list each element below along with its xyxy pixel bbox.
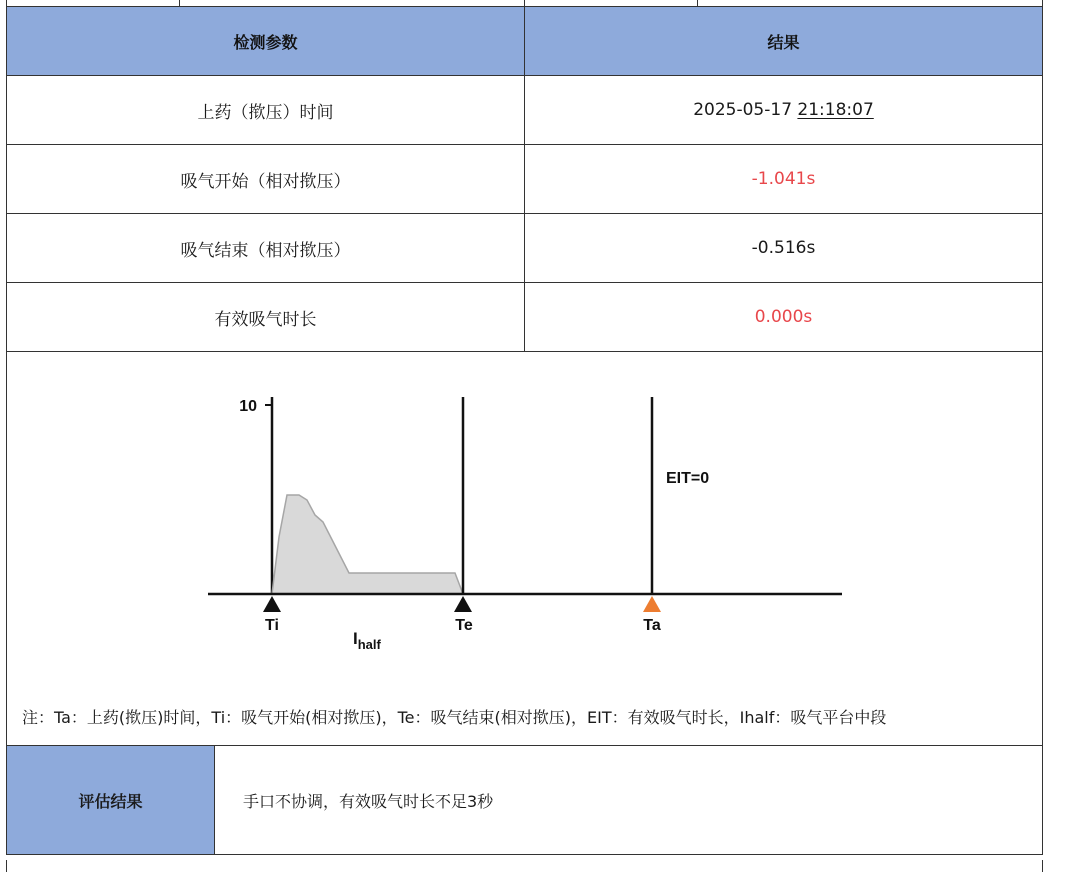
row-value xyxy=(525,76,1042,144)
row-label: 有效吸气时长 xyxy=(7,283,525,351)
ta-label: Ta xyxy=(643,617,661,634)
table-header xyxy=(7,7,1042,76)
table-row xyxy=(7,76,1042,145)
inhaler-report xyxy=(6,6,1043,855)
assessment-value: 手口不协调，有效吸气时长不足3秒 xyxy=(243,791,494,811)
inhalation-curve xyxy=(272,495,463,594)
row-value: -1.041s xyxy=(751,169,816,189)
ta-marker-icon xyxy=(643,596,661,612)
row-value: -0.516s xyxy=(751,238,816,258)
ihalf-sub: half xyxy=(357,637,381,652)
table-row xyxy=(7,283,1042,352)
strip-divider xyxy=(6,860,7,872)
ihalf-label xyxy=(353,629,382,652)
ti-label: Ti xyxy=(265,617,279,634)
press-time: 21:18:07 xyxy=(797,100,874,120)
strip-divider xyxy=(1042,860,1043,872)
te-label: Te xyxy=(455,617,473,634)
table-row xyxy=(7,145,1042,214)
header-result: 结果 xyxy=(767,32,800,52)
legend-note: 注：Ta：上药(揿压)时间，Ti：吸气开始(相对揿压)，Te：吸气结束(相对揿压)，EIT：有效吸气时长，Ihalf：吸气平台中段 xyxy=(22,708,887,727)
bottom-strip xyxy=(0,860,1080,872)
y-tick-label: 10 xyxy=(239,398,257,415)
inhalation-diagram xyxy=(7,352,1042,702)
inhalation-diagram-section xyxy=(7,352,1042,746)
assessment-label: 评估结果 xyxy=(7,746,215,854)
table-row xyxy=(7,214,1042,283)
te-marker-icon xyxy=(454,596,472,612)
row-label: 上药（揿压）时间 xyxy=(7,76,525,144)
eit-label: EIT=0 xyxy=(666,470,710,487)
ihalf-main: I xyxy=(353,629,358,648)
row-label: 吸气结束（相对揿压） xyxy=(7,214,525,282)
assessment-row xyxy=(7,746,1042,854)
row-label: 吸气开始（相对揿压） xyxy=(7,145,525,213)
header-param: 检测参数 xyxy=(7,7,525,75)
ti-marker-icon xyxy=(263,596,281,612)
press-date: 2025-05-17 xyxy=(693,100,793,120)
row-value: 0.000s xyxy=(754,307,813,327)
